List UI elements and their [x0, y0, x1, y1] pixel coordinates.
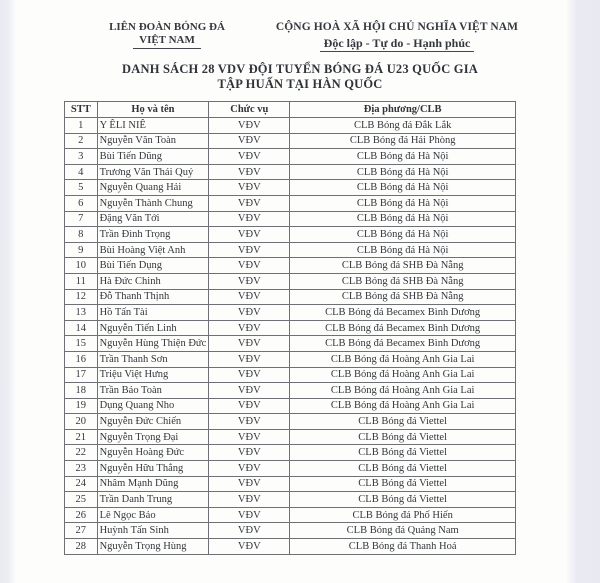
role-cell: VĐV [209, 414, 290, 430]
stt-cell: 5 [65, 180, 98, 196]
club-cell: CLB Bóng đá Hoàng Anh Gia Lai [290, 383, 516, 399]
stt-cell: 24 [65, 476, 98, 492]
document-title [20, 62, 580, 92]
table-row [65, 133, 516, 149]
table-row [65, 383, 516, 399]
club-cell: CLB Bóng đá Viettel [290, 492, 516, 508]
player-name-cell: Huỳnh Tấn Sinh [97, 523, 209, 539]
stt-cell: 20 [65, 414, 98, 430]
club-cell: CLB Bóng đá Viettel [290, 461, 516, 477]
club-cell: CLB Bóng đá Đắk Lắk [290, 118, 516, 134]
column-header-club: Địa phương/CLB [290, 102, 516, 118]
player-name-cell: Y ÊLI NIÊ [97, 118, 209, 134]
stt-cell: 19 [65, 398, 98, 414]
table-row [65, 211, 516, 227]
table-row [65, 258, 516, 274]
role-cell: VĐV [209, 211, 290, 227]
club-cell: CLB Bóng đá Hà Nội [290, 242, 516, 258]
club-cell: CLB Bóng đá Hà Nội [290, 180, 516, 196]
player-name-cell: Lê Ngọc Bảo [97, 507, 209, 523]
role-cell: VĐV [209, 273, 290, 289]
role-cell: VĐV [209, 383, 290, 399]
stt-cell: 27 [65, 523, 98, 539]
stt-cell: 11 [65, 273, 98, 289]
role-cell: VĐV [209, 305, 290, 321]
column-header-role: Chức vụ [209, 102, 290, 118]
stt-cell: 26 [65, 507, 98, 523]
document-title-line2: TẬP HUẤN TẠI HÀN QUỐC [217, 77, 383, 91]
stt-cell: 16 [65, 351, 98, 367]
table-row [65, 118, 516, 134]
stt-cell: 7 [65, 211, 98, 227]
organization-name-line2: VIỆT NAM [133, 34, 201, 49]
club-cell: CLB Bóng đá Hoàng Anh Gia Lai [290, 367, 516, 383]
table-row [65, 398, 516, 414]
table-row [65, 273, 516, 289]
role-cell: VĐV [209, 242, 290, 258]
role-cell: VĐV [209, 164, 290, 180]
stt-cell: 12 [65, 289, 98, 305]
player-name-cell: Nguyễn Đức Chiến [97, 414, 209, 430]
role-cell: VĐV [209, 227, 290, 243]
player-name-cell: Trần Thanh Sơn [97, 351, 209, 367]
role-cell: VĐV [209, 507, 290, 523]
club-cell: CLB Bóng đá Hà Nội [290, 227, 516, 243]
club-cell: CLB Bóng đá Hà Nội [290, 195, 516, 211]
player-name-cell: Trương Văn Thái Quý [97, 164, 209, 180]
club-cell: CLB Bóng đá SHB Đà Nẵng [290, 258, 516, 274]
table-row [65, 289, 516, 305]
club-cell: CLB Bóng đá SHB Đà Nẵng [290, 289, 516, 305]
player-name-cell: Nguyễn Tiến Linh [97, 320, 209, 336]
stt-cell: 2 [65, 133, 98, 149]
stt-cell: 15 [65, 336, 98, 352]
role-cell: VĐV [209, 539, 290, 555]
player-name-cell: Đặng Văn Tới [97, 211, 209, 227]
player-name-cell: Dụng Quang Nho [97, 398, 209, 414]
club-cell: CLB Bóng đá Becamex Bình Dương [290, 336, 516, 352]
table-row [65, 367, 516, 383]
stt-cell: 28 [65, 539, 98, 555]
table-row [65, 195, 516, 211]
club-cell: CLB Bóng đá Becamex Bình Dương [290, 320, 516, 336]
player-name-cell: Đỗ Thanh Thịnh [97, 289, 209, 305]
table-row [65, 539, 516, 555]
stt-cell: 1 [65, 118, 98, 134]
club-cell: CLB Bóng đá Quảng Nam [290, 523, 516, 539]
role-cell: VĐV [209, 118, 290, 134]
table-row [65, 414, 516, 430]
role-cell: VĐV [209, 258, 290, 274]
table-row [65, 351, 516, 367]
role-cell: VĐV [209, 320, 290, 336]
club-cell: CLB Bóng đá Viettel [290, 414, 516, 430]
role-cell: VĐV [209, 149, 290, 165]
table-row [65, 445, 516, 461]
player-name-cell: Nhâm Mạnh Dũng [97, 476, 209, 492]
table-row [65, 320, 516, 336]
stt-cell: 25 [65, 492, 98, 508]
player-name-cell: Nguyễn Thành Chung [97, 195, 209, 211]
player-name-cell: Bùi Hoàng Việt Anh [97, 242, 209, 258]
role-cell: VĐV [209, 492, 290, 508]
player-name-cell: Nguyễn Trọng Đại [97, 429, 209, 445]
role-cell: VĐV [209, 476, 290, 492]
player-name-cell: Trần Danh Trung [97, 492, 209, 508]
role-cell: VĐV [209, 398, 290, 414]
stt-cell: 4 [65, 164, 98, 180]
role-cell: VĐV [209, 461, 290, 477]
player-name-cell: Nguyễn Hoàng Đức [97, 445, 209, 461]
player-name-cell: Nguyễn Trọng Hùng [97, 539, 209, 555]
player-name-cell: Trần Bảo Toàn [97, 383, 209, 399]
role-cell: VĐV [209, 180, 290, 196]
role-cell: VĐV [209, 351, 290, 367]
table-row [65, 180, 516, 196]
stt-cell: 3 [65, 149, 98, 165]
role-cell: VĐV [209, 133, 290, 149]
national-header-line: CỘNG HOÀ XÃ HỘI CHỦ NGHĨA VIỆT NAM [275, 21, 519, 33]
organization-name-line1: LIÊN ĐOÀN BÓNG ĐÁ [109, 21, 225, 33]
stt-cell: 14 [65, 320, 98, 336]
club-cell: CLB Bóng đá Hải Phòng [290, 133, 516, 149]
table-header-row [65, 102, 516, 118]
letterhead-organization [63, 21, 271, 49]
role-cell: VĐV [209, 289, 290, 305]
table-row [65, 227, 516, 243]
table-row [65, 429, 516, 445]
table-row [65, 305, 516, 321]
stt-cell: 13 [65, 305, 98, 321]
player-name-cell: Triệu Việt Hưng [97, 367, 209, 383]
club-cell: CLB Bóng đá Hà Nội [290, 211, 516, 227]
club-cell: CLB Bóng đá Thanh Hoá [290, 539, 516, 555]
stt-cell: 18 [65, 383, 98, 399]
role-cell: VĐV [209, 523, 290, 539]
player-name-cell: Nguyễn Hùng Thiện Đức [97, 336, 209, 352]
club-cell: CLB Bóng đá Hoàng Anh Gia Lai [290, 351, 516, 367]
player-name-cell: Hà Đức Chinh [97, 273, 209, 289]
table-row [65, 507, 516, 523]
role-cell: VĐV [209, 195, 290, 211]
club-cell: CLB Bóng đá SHB Đà Nẵng [290, 273, 516, 289]
club-cell: CLB Bóng đá Hà Nội [290, 149, 516, 165]
player-name-cell: Nguyễn Hữu Thắng [97, 461, 209, 477]
stt-cell: 6 [65, 195, 98, 211]
player-name-cell: Bùi Tiến Dụng [97, 258, 209, 274]
club-cell: CLB Bóng đá Becamex Bình Dương [290, 305, 516, 321]
column-header-stt: STT [65, 102, 98, 118]
club-cell: CLB Bóng đá Viettel [290, 445, 516, 461]
left-edge-strip [0, 0, 16, 583]
club-cell: CLB Bóng đá Viettel [290, 476, 516, 492]
table-row [65, 476, 516, 492]
club-cell: CLB Bóng đá Phố Hiến [290, 507, 516, 523]
table-row [65, 461, 516, 477]
role-cell: VĐV [209, 367, 290, 383]
stt-cell: 23 [65, 461, 98, 477]
role-cell: VĐV [209, 336, 290, 352]
role-cell: VĐV [209, 445, 290, 461]
player-name-cell: Nguyễn Quang Hải [97, 180, 209, 196]
club-cell: CLB Bóng đá Viettel [290, 429, 516, 445]
table-row [65, 164, 516, 180]
stt-cell: 9 [65, 242, 98, 258]
role-cell: VĐV [209, 429, 290, 445]
table-row [65, 242, 516, 258]
national-motto-line: Độc lập - Tự do - Hạnh phúc [320, 36, 475, 52]
club-cell: CLB Bóng đá Hoàng Anh Gia Lai [290, 398, 516, 414]
stt-cell: 21 [65, 429, 98, 445]
stt-cell: 10 [65, 258, 98, 274]
table-row [65, 149, 516, 165]
stt-cell: 22 [65, 445, 98, 461]
player-name-cell: Trần Đình Trọng [97, 227, 209, 243]
table-row [65, 336, 516, 352]
player-name-cell: Nguyễn Văn Toàn [97, 133, 209, 149]
stt-cell: 8 [65, 227, 98, 243]
table-row [65, 523, 516, 539]
players-table [64, 101, 516, 555]
club-cell: CLB Bóng đá Hà Nội [290, 164, 516, 180]
document-title-line1: DANH SÁCH 28 VDV ĐỘI TUYỂN BÓNG ĐÁ U23 QUỐC GIA [122, 62, 478, 76]
letterhead-national-motto [262, 21, 532, 52]
stt-cell: 17 [65, 367, 98, 383]
column-header-name: Họ và tên [97, 102, 209, 118]
players-table-body [65, 118, 516, 555]
player-name-cell: Bùi Tiến Dũng [97, 149, 209, 165]
player-name-cell: Hồ Tấn Tài [97, 305, 209, 321]
table-row [65, 492, 516, 508]
